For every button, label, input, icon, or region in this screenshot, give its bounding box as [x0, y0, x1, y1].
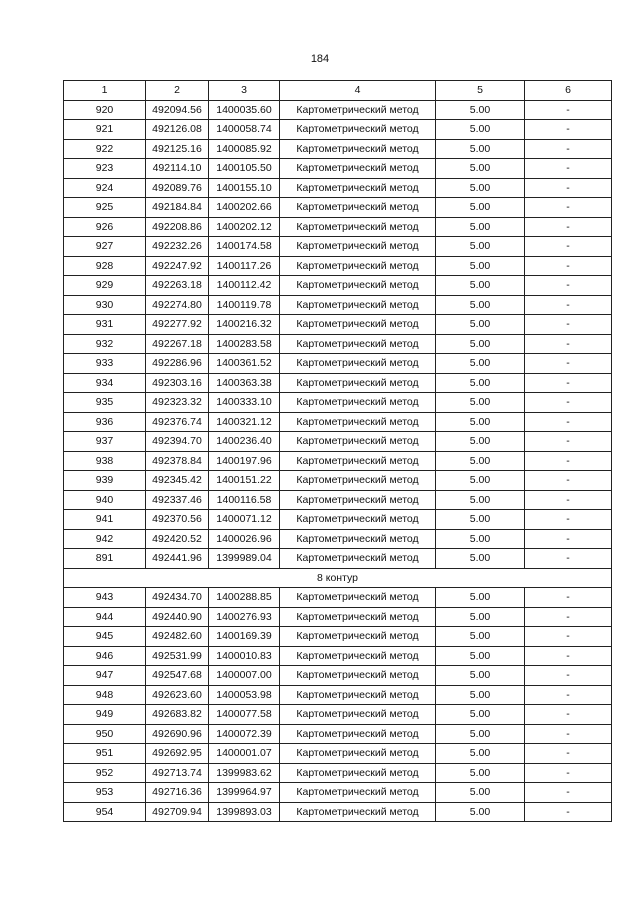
point-number-cell: 891: [64, 549, 146, 569]
coord-x-cell: 492274.80: [146, 295, 209, 315]
coord-x-cell: 492263.18: [146, 276, 209, 296]
coord-x-cell: 492277.92: [146, 315, 209, 335]
header-row: [64, 81, 612, 101]
accuracy-cell: 5.00: [436, 763, 525, 783]
coord-y-cell: 1400276.93: [209, 607, 280, 627]
coord-x-cell: 492094.56: [146, 100, 209, 120]
coordinates-table: [63, 80, 612, 822]
coord-x-cell: 492184.84: [146, 198, 209, 218]
note-cell: -: [525, 198, 612, 218]
point-number-cell: 943: [64, 588, 146, 608]
note-cell: -: [525, 451, 612, 471]
coord-y-cell: 1400288.85: [209, 588, 280, 608]
accuracy-cell: 5.00: [436, 783, 525, 803]
point-number-cell: 935: [64, 393, 146, 413]
method-cell: Картометрический метод: [280, 334, 436, 354]
table-row: [64, 490, 612, 510]
table-row: [64, 549, 612, 569]
coord-y-cell: 1400216.32: [209, 315, 280, 335]
method-cell: Картометрический метод: [280, 120, 436, 140]
coord-y-cell: 1400333.10: [209, 393, 280, 413]
note-cell: -: [525, 373, 612, 393]
note-cell: -: [525, 490, 612, 510]
method-cell: Картометрический метод: [280, 763, 436, 783]
method-cell: Картометрический метод: [280, 666, 436, 686]
coord-y-cell: 1400169.39: [209, 627, 280, 647]
table-row: [64, 432, 612, 452]
note-cell: -: [525, 100, 612, 120]
accuracy-cell: 5.00: [436, 490, 525, 510]
coord-x-cell: 492716.36: [146, 783, 209, 803]
coord-y-cell: 1399983.62: [209, 763, 280, 783]
method-cell: Картометрический метод: [280, 178, 436, 198]
coord-y-cell: 1400116.58: [209, 490, 280, 510]
point-number-cell: 927: [64, 237, 146, 257]
coord-x-cell: 492376.74: [146, 412, 209, 432]
table-row: [64, 295, 612, 315]
table-row: [64, 451, 612, 471]
table-row: [64, 685, 612, 705]
accuracy-cell: 5.00: [436, 471, 525, 491]
point-number-cell: 941: [64, 510, 146, 530]
note-cell: -: [525, 120, 612, 140]
point-number-cell: 939: [64, 471, 146, 491]
coord-x-cell: 492126.08: [146, 120, 209, 140]
coord-x-cell: 492713.74: [146, 763, 209, 783]
note-cell: -: [525, 549, 612, 569]
coord-y-cell: 1400010.83: [209, 646, 280, 666]
note-cell: -: [525, 724, 612, 744]
accuracy-cell: 5.00: [436, 256, 525, 276]
coord-x-cell: 492267.18: [146, 334, 209, 354]
column-header-1: 1: [64, 81, 146, 101]
method-cell: Картометрический метод: [280, 510, 436, 530]
coord-y-cell: 1400283.58: [209, 334, 280, 354]
point-number-cell: 929: [64, 276, 146, 296]
note-cell: -: [525, 588, 612, 608]
coord-x-cell: 492441.96: [146, 549, 209, 569]
coord-x-cell: 492286.96: [146, 354, 209, 374]
table-row: [64, 802, 612, 822]
note-cell: -: [525, 139, 612, 159]
table-row: [64, 334, 612, 354]
coord-x-cell: 492232.26: [146, 237, 209, 257]
coord-x-cell: 492370.56: [146, 510, 209, 530]
table-row: [64, 783, 612, 803]
note-cell: -: [525, 529, 612, 549]
method-cell: Картометрический метод: [280, 724, 436, 744]
point-number-cell: 949: [64, 705, 146, 725]
method-cell: Картометрический метод: [280, 100, 436, 120]
coord-x-cell: 492420.52: [146, 529, 209, 549]
point-number-cell: 938: [64, 451, 146, 471]
table-row: [64, 763, 612, 783]
point-number-cell: 950: [64, 724, 146, 744]
point-number-cell: 937: [64, 432, 146, 452]
point-number-cell: 928: [64, 256, 146, 276]
table-row: [64, 646, 612, 666]
method-cell: Картометрический метод: [280, 529, 436, 549]
accuracy-cell: 5.00: [436, 724, 525, 744]
coord-x-cell: 492394.70: [146, 432, 209, 452]
note-cell: -: [525, 334, 612, 354]
table-row: [64, 724, 612, 744]
note-cell: -: [525, 705, 612, 725]
note-cell: -: [525, 295, 612, 315]
column-header-2: 2: [146, 81, 209, 101]
note-cell: -: [525, 763, 612, 783]
point-number-cell: 923: [64, 159, 146, 179]
coord-y-cell: 1400236.40: [209, 432, 280, 452]
coord-x-cell: 492303.16: [146, 373, 209, 393]
table-row: [64, 471, 612, 491]
coord-x-cell: 492482.60: [146, 627, 209, 647]
point-number-cell: 926: [64, 217, 146, 237]
note-cell: -: [525, 510, 612, 530]
point-number-cell: 954: [64, 802, 146, 822]
coord-x-cell: 492440.90: [146, 607, 209, 627]
method-cell: Картометрический метод: [280, 237, 436, 257]
method-cell: Картометрический метод: [280, 159, 436, 179]
accuracy-cell: 5.00: [436, 276, 525, 296]
table-row: [64, 217, 612, 237]
coord-y-cell: 1400071.12: [209, 510, 280, 530]
coord-x-cell: 492378.84: [146, 451, 209, 471]
accuracy-cell: 5.00: [436, 744, 525, 764]
table-row: [64, 100, 612, 120]
coord-y-cell: 1400077.58: [209, 705, 280, 725]
accuracy-cell: 5.00: [436, 315, 525, 335]
table-row: [64, 588, 612, 608]
point-number-cell: 934: [64, 373, 146, 393]
point-number-cell: 942: [64, 529, 146, 549]
accuracy-cell: 5.00: [436, 451, 525, 471]
accuracy-cell: 5.00: [436, 198, 525, 218]
coord-y-cell: 1400007.00: [209, 666, 280, 686]
coord-x-cell: 492547.68: [146, 666, 209, 686]
table-row: [64, 159, 612, 179]
point-number-cell: 925: [64, 198, 146, 218]
table-row: [64, 256, 612, 276]
table-body: [64, 100, 612, 822]
point-number-cell: 930: [64, 295, 146, 315]
coord-y-cell: 1400119.78: [209, 295, 280, 315]
note-cell: -: [525, 646, 612, 666]
coord-y-cell: 1400058.74: [209, 120, 280, 140]
accuracy-cell: 5.00: [436, 627, 525, 647]
accuracy-cell: 5.00: [436, 120, 525, 140]
table-row: [64, 237, 612, 257]
method-cell: Картометрический метод: [280, 276, 436, 296]
column-header-6: 6: [525, 81, 612, 101]
method-cell: Картометрический метод: [280, 412, 436, 432]
coord-x-cell: 492434.70: [146, 588, 209, 608]
point-number-cell: 946: [64, 646, 146, 666]
coord-y-cell: 1400117.26: [209, 256, 280, 276]
table-row: [64, 412, 612, 432]
accuracy-cell: 5.00: [436, 666, 525, 686]
coord-y-cell: 1400174.58: [209, 237, 280, 257]
coord-x-cell: 492247.92: [146, 256, 209, 276]
coord-y-cell: 1400001.07: [209, 744, 280, 764]
method-cell: Картометрический метод: [280, 451, 436, 471]
method-cell: Картометрический метод: [280, 315, 436, 335]
coord-y-cell: 1400026.96: [209, 529, 280, 549]
table-row: [64, 666, 612, 686]
coord-y-cell: 1400035.60: [209, 100, 280, 120]
coord-y-cell: 1400053.98: [209, 685, 280, 705]
section-row: [64, 568, 612, 588]
method-cell: Картометрический метод: [280, 256, 436, 276]
coord-x-cell: 492623.60: [146, 685, 209, 705]
table-row: [64, 139, 612, 159]
table-row: [64, 373, 612, 393]
accuracy-cell: 5.00: [436, 607, 525, 627]
accuracy-cell: 5.00: [436, 295, 525, 315]
point-number-cell: 953: [64, 783, 146, 803]
note-cell: -: [525, 159, 612, 179]
point-number-cell: 921: [64, 120, 146, 140]
point-number-cell: 945: [64, 627, 146, 647]
accuracy-cell: 5.00: [436, 588, 525, 608]
method-cell: Картометрический метод: [280, 783, 436, 803]
note-cell: -: [525, 666, 612, 686]
accuracy-cell: 5.00: [436, 529, 525, 549]
coord-y-cell: 1399989.04: [209, 549, 280, 569]
coord-y-cell: 1400155.10: [209, 178, 280, 198]
coord-x-cell: 492337.46: [146, 490, 209, 510]
note-cell: -: [525, 432, 612, 452]
coord-x-cell: 492692.95: [146, 744, 209, 764]
method-cell: Картометрический метод: [280, 627, 436, 647]
coord-y-cell: 1400197.96: [209, 451, 280, 471]
coord-x-cell: 492690.96: [146, 724, 209, 744]
coord-y-cell: 1400202.66: [209, 198, 280, 218]
method-cell: Картометрический метод: [280, 471, 436, 491]
note-cell: -: [525, 412, 612, 432]
accuracy-cell: 5.00: [436, 393, 525, 413]
accuracy-cell: 5.00: [436, 432, 525, 452]
accuracy-cell: 5.00: [436, 334, 525, 354]
point-number-cell: 947: [64, 666, 146, 686]
point-number-cell: 936: [64, 412, 146, 432]
note-cell: -: [525, 178, 612, 198]
note-cell: -: [525, 802, 612, 822]
method-cell: Картометрический метод: [280, 432, 436, 452]
point-number-cell: 920: [64, 100, 146, 120]
table-row: [64, 393, 612, 413]
coord-y-cell: 1400363.38: [209, 373, 280, 393]
accuracy-cell: 5.00: [436, 685, 525, 705]
section-title: 8 контур: [64, 568, 612, 588]
method-cell: Картометрический метод: [280, 705, 436, 725]
method-cell: Картометрический метод: [280, 198, 436, 218]
column-header-5: 5: [436, 81, 525, 101]
note-cell: -: [525, 315, 612, 335]
table-header: [64, 81, 612, 101]
coord-x-cell: 492114.10: [146, 159, 209, 179]
method-cell: Картометрический метод: [280, 549, 436, 569]
point-number-cell: 948: [64, 685, 146, 705]
note-cell: -: [525, 276, 612, 296]
note-cell: -: [525, 744, 612, 764]
method-cell: Картометрический метод: [280, 373, 436, 393]
coord-y-cell: 1400112.42: [209, 276, 280, 296]
table-row: [64, 510, 612, 530]
accuracy-cell: 5.00: [436, 705, 525, 725]
accuracy-cell: 5.00: [436, 217, 525, 237]
point-number-cell: 933: [64, 354, 146, 374]
coord-x-cell: 492531.99: [146, 646, 209, 666]
accuracy-cell: 5.00: [436, 549, 525, 569]
note-cell: -: [525, 471, 612, 491]
point-number-cell: 940: [64, 490, 146, 510]
accuracy-cell: 5.00: [436, 646, 525, 666]
coord-x-cell: 492089.76: [146, 178, 209, 198]
accuracy-cell: 5.00: [436, 159, 525, 179]
note-cell: -: [525, 607, 612, 627]
method-cell: Картометрический метод: [280, 354, 436, 374]
method-cell: Картометрический метод: [280, 393, 436, 413]
method-cell: Картометрический метод: [280, 744, 436, 764]
accuracy-cell: 5.00: [436, 237, 525, 257]
coord-x-cell: 492709.94: [146, 802, 209, 822]
coord-y-cell: 1400085.92: [209, 139, 280, 159]
note-cell: -: [525, 354, 612, 374]
coord-y-cell: 1400321.12: [209, 412, 280, 432]
method-cell: Картометрический метод: [280, 646, 436, 666]
table-row: [64, 315, 612, 335]
point-number-cell: 944: [64, 607, 146, 627]
table-row: [64, 178, 612, 198]
coord-y-cell: 1400151.22: [209, 471, 280, 491]
coord-x-cell: 492683.82: [146, 705, 209, 725]
method-cell: Картометрический метод: [280, 607, 436, 627]
coord-y-cell: 1400105.50: [209, 159, 280, 179]
table-row: [64, 705, 612, 725]
method-cell: Картометрический метод: [280, 588, 436, 608]
note-cell: -: [525, 783, 612, 803]
point-number-cell: 924: [64, 178, 146, 198]
table-row: [64, 627, 612, 647]
accuracy-cell: 5.00: [436, 354, 525, 374]
point-number-cell: 931: [64, 315, 146, 335]
table-row: [64, 607, 612, 627]
table-row: [64, 744, 612, 764]
method-cell: Картометрический метод: [280, 490, 436, 510]
note-cell: -: [525, 685, 612, 705]
coord-x-cell: 492345.42: [146, 471, 209, 491]
note-cell: -: [525, 627, 612, 647]
method-cell: Картометрический метод: [280, 295, 436, 315]
note-cell: -: [525, 217, 612, 237]
note-cell: -: [525, 237, 612, 257]
coord-y-cell: 1399964.97: [209, 783, 280, 803]
accuracy-cell: 5.00: [436, 178, 525, 198]
table-row: [64, 198, 612, 218]
method-cell: Картометрический метод: [280, 685, 436, 705]
table-row: [64, 276, 612, 296]
coord-x-cell: 492125.16: [146, 139, 209, 159]
accuracy-cell: 5.00: [436, 510, 525, 530]
point-number-cell: 952: [64, 763, 146, 783]
coord-x-cell: 492323.32: [146, 393, 209, 413]
coord-x-cell: 492208.86: [146, 217, 209, 237]
accuracy-cell: 5.00: [436, 139, 525, 159]
column-header-4: 4: [280, 81, 436, 101]
coord-y-cell: 1400072.39: [209, 724, 280, 744]
method-cell: Картометрический метод: [280, 139, 436, 159]
note-cell: -: [525, 393, 612, 413]
table-row: [64, 354, 612, 374]
method-cell: Картометрический метод: [280, 802, 436, 822]
accuracy-cell: 5.00: [436, 373, 525, 393]
coord-y-cell: 1400202.12: [209, 217, 280, 237]
method-cell: Картометрический метод: [280, 217, 436, 237]
point-number-cell: 951: [64, 744, 146, 764]
table-row: [64, 529, 612, 549]
table-row: [64, 120, 612, 140]
column-header-3: 3: [209, 81, 280, 101]
coord-y-cell: 1399893.03: [209, 802, 280, 822]
point-number-cell: 922: [64, 139, 146, 159]
coord-y-cell: 1400361.52: [209, 354, 280, 374]
accuracy-cell: 5.00: [436, 412, 525, 432]
accuracy-cell: 5.00: [436, 100, 525, 120]
accuracy-cell: 5.00: [436, 802, 525, 822]
page-number: 184: [310, 53, 330, 65]
note-cell: -: [525, 256, 612, 276]
point-number-cell: 932: [64, 334, 146, 354]
